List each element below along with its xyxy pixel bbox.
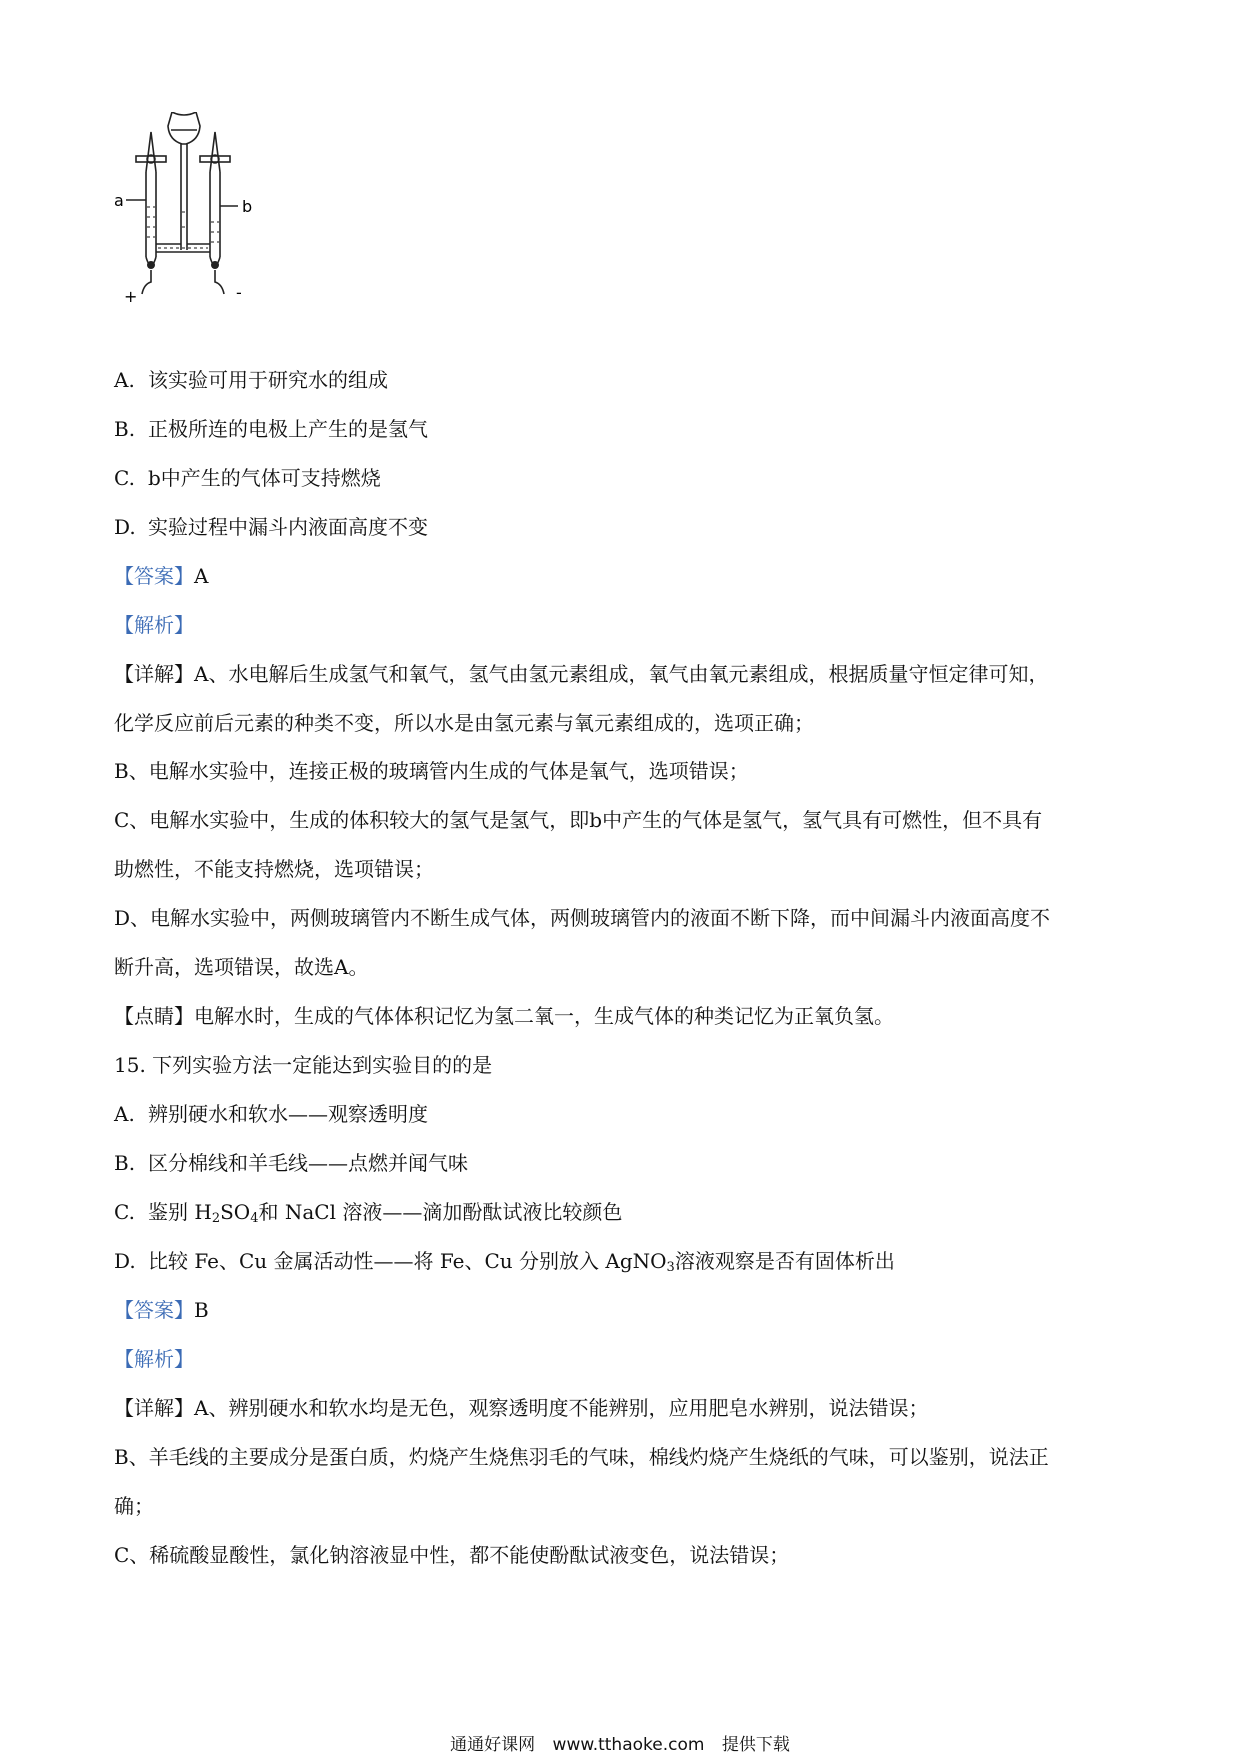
- q14-analysis-label: 【解析】: [114, 613, 194, 637]
- q15-option-b: B. 区分棉线和羊毛线——点燃并闻气味: [114, 1151, 468, 1175]
- q14-option-b: B. 正极所连的电极上产生的是氢气: [114, 417, 428, 441]
- q15-detail-line-1: 【详解】A、辨别硬水和软水均是无色，观察透明度不能辨别，应用肥皂水辨别，说法错误；: [114, 1396, 929, 1420]
- q15-option-d: D. 比较 Fe、Cu 金属活动性——将 Fe、Cu 分别放入 AgNO$_3$溶液观察是否有固体析出: [114, 1249, 895, 1275]
- q14-detail-line-2: 化学反应前后元素的种类不变，所以水是由氢元素与氧元素组成的，选项正确；: [114, 711, 814, 735]
- q14-option-a: A. 该实验可用于研究水的组成: [114, 368, 388, 392]
- q15-stem: 15. 下列实验方法一定能达到实验目的的是: [114, 1053, 493, 1077]
- electrolysis-apparatus-diagram: [114, 112, 304, 342]
- q15-detail-line-3: 确；: [114, 1494, 154, 1518]
- q15-detail-line-4: C、稀硫酸显酸性，氯化钠溶液显中性，都不能使酚酞试液变色，说法错误；: [114, 1543, 790, 1567]
- q14-tip: 【点睛】电解水时，生成的气体体积记忆为氢二氧一，生成气体的种类记忆为正氧负氢。: [114, 1004, 894, 1028]
- q15-analysis-label: 【解析】: [114, 1347, 194, 1371]
- q15-answer: 【答案】B: [114, 1298, 209, 1322]
- q15-option-c: C. 鉴别 $H_2SO_4$和 NaCl 溶液——滴加酚酞试液比较颜色: [114, 1200, 623, 1226]
- q14-detail-line-6: D、电解水实验中，两侧玻璃管内不断生成气体，两侧玻璃管内的液面不断下降，而中间漏斗内液面高度不: [114, 906, 1051, 930]
- footer-site-name: 通通好课网: [450, 1735, 536, 1755]
- q14-detail-line-5: 助燃性，不能支持燃烧，选项错误；: [114, 857, 434, 881]
- label-minus: -: [236, 283, 242, 302]
- q15-option-a: A. 辨别硬水和软水——观察透明度: [114, 1102, 428, 1126]
- q14-detail-line-4: C、电解水实验中，生成的体积较大的氢气是氢气，即b中产生的气体是氢气，氢气具有可燃性，但不具有: [114, 808, 1043, 832]
- q15-detail-line-2: B、羊毛线的主要成分是蛋白质，灼烧产生烧焦羽毛的气味，棉线灼烧产生烧纸的气味，可以鉴别，说法正: [114, 1445, 1049, 1469]
- footer-url[interactable]: www.tthaoke.com: [552, 1735, 705, 1755]
- q14-option-d: D. 实验过程中漏斗内液面高度不变: [114, 515, 428, 539]
- q14-answer: 【答案】A: [114, 564, 209, 588]
- q14-detail-line-3: B、电解水实验中，连接正极的玻璃管内生成的气体是氧气，选项错误；: [114, 759, 749, 783]
- label-a: a: [114, 191, 124, 210]
- label-plus: +: [124, 287, 138, 306]
- q14-detail-line-7: 断升高，选项错误，故选A。: [114, 955, 369, 979]
- page-footer: [0, 1730, 1240, 1755]
- q14-option-c: C. b中产生的气体可支持燃烧: [114, 466, 381, 490]
- label-b: b: [242, 197, 253, 216]
- q14-detail-line-1: 【详解】A、水电解后生成氢气和氧气，氢气由氢元素组成，氧气由氧元素组成，根据质量守恒定律可知，: [114, 662, 1049, 686]
- footer-download-text: 提供下载: [721, 1735, 790, 1755]
